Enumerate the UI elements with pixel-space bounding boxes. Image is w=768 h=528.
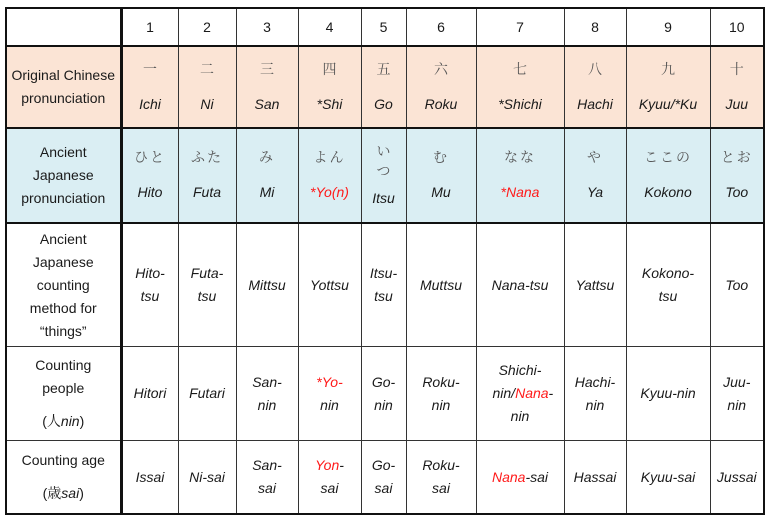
cell: Ni-sai xyxy=(178,441,236,515)
col-header: 6 xyxy=(406,8,476,46)
row-label: Original Chinese pronunciation xyxy=(6,46,121,128)
cell xyxy=(178,128,236,223)
row-original-chinese xyxy=(6,46,764,128)
cell: Juu-nin xyxy=(710,347,764,441)
cell-text: -sai xyxy=(320,457,344,496)
romaji: Mi xyxy=(259,184,275,200)
row-label xyxy=(6,441,121,515)
cell xyxy=(406,128,476,223)
cell: Hassai xyxy=(564,441,626,515)
row-label xyxy=(6,347,121,441)
cell: Futari xyxy=(178,347,236,441)
cell: Roku-nin xyxy=(406,347,476,441)
row-ancient-japanese xyxy=(6,128,764,223)
cell-text: -nin xyxy=(510,385,554,424)
cell-text: Shichi-nin/ xyxy=(492,362,542,401)
romaji: San xyxy=(254,95,280,112)
row-counting-age xyxy=(6,441,764,515)
cell: San-sai xyxy=(236,441,298,515)
romaji: Kokono xyxy=(644,184,692,200)
cell: Hachi-nin xyxy=(564,347,626,441)
header-row xyxy=(6,8,764,46)
cell xyxy=(476,441,564,515)
kana: み xyxy=(259,149,275,165)
row-sublabel: (歳sai) xyxy=(42,485,84,501)
row-counting-people xyxy=(6,347,764,441)
sublabel-romaji: nin xyxy=(60,413,80,429)
kanji: 一 xyxy=(143,60,157,77)
cell xyxy=(361,128,406,223)
kana: とお xyxy=(720,149,753,165)
col-header: 8 xyxy=(564,8,626,46)
cell: Mittsu xyxy=(236,223,298,347)
romaji: Go xyxy=(374,95,393,112)
romaji-highlighted: *Yo(n) xyxy=(310,184,349,200)
cell: Kokono-tsu xyxy=(626,223,710,347)
cell: Yattsu xyxy=(564,223,626,347)
kana: いつ xyxy=(376,143,393,179)
romaji: Too xyxy=(725,184,749,200)
cell: Issai xyxy=(121,441,178,515)
kanji: 五 xyxy=(376,60,391,77)
cell xyxy=(298,347,361,441)
romaji: Hito xyxy=(137,184,163,200)
sublabel-kanji: 歳 xyxy=(47,485,62,501)
romaji-highlighted: *Nana xyxy=(500,184,540,200)
romaji: Ichi xyxy=(139,95,161,112)
col-header: 3 xyxy=(236,8,298,46)
cell xyxy=(298,441,361,515)
romaji: Futa xyxy=(192,184,221,200)
cell xyxy=(626,46,710,128)
kana: なな xyxy=(504,149,536,165)
col-header: 7 xyxy=(476,8,564,46)
highlight-text: Nana xyxy=(515,385,549,401)
cell: Kyuu-nin xyxy=(626,347,710,441)
cell xyxy=(236,128,298,223)
col-header: 4 xyxy=(298,8,361,46)
cell xyxy=(298,46,361,128)
cell: Go-sai xyxy=(361,441,406,515)
cell xyxy=(476,347,564,441)
cell: Futa-tsu xyxy=(178,223,236,347)
cell-text: nin xyxy=(320,396,339,413)
cell: Too xyxy=(710,223,764,347)
cell: Hitori xyxy=(121,347,178,441)
cell: Jussai xyxy=(710,441,764,515)
cell xyxy=(121,128,178,223)
corner-cell xyxy=(6,8,121,46)
cell: San-nin xyxy=(236,347,298,441)
cell xyxy=(298,128,361,223)
romaji: Itsu xyxy=(372,190,395,206)
cell-text: -sai xyxy=(525,468,549,485)
cell: Itsu-tsu xyxy=(361,223,406,347)
row-label-text: Counting age xyxy=(21,452,105,468)
kanji: 四 xyxy=(322,60,337,77)
col-header: 9 xyxy=(626,8,710,46)
cell xyxy=(178,46,236,128)
romaji: Ya xyxy=(586,184,604,200)
kana: よん xyxy=(313,149,346,165)
highlight-text: *Yo- xyxy=(316,373,343,390)
cell xyxy=(710,128,764,223)
romaji: Mu xyxy=(431,184,451,200)
kana: ふた xyxy=(191,149,223,165)
romaji: *Shichi xyxy=(498,95,542,112)
row-label-text: Counting people xyxy=(35,357,92,396)
sublabel-romaji: sai xyxy=(61,485,80,501)
cell xyxy=(236,46,298,128)
cell xyxy=(626,128,710,223)
cell xyxy=(406,46,476,128)
kana: ここの xyxy=(644,149,692,165)
cell: Yottsu xyxy=(298,223,361,347)
japanese-counting-table xyxy=(5,7,765,515)
romaji: *Shi xyxy=(316,95,343,112)
cell xyxy=(710,46,764,128)
cell xyxy=(476,46,564,128)
romaji: Hachi xyxy=(577,95,613,112)
kanji: 二 xyxy=(200,60,214,77)
kanji: 六 xyxy=(434,60,448,77)
kanji: 十 xyxy=(729,60,744,77)
cell: Muttsu xyxy=(406,223,476,347)
sublabel-kanji: 人 xyxy=(46,413,61,429)
cell: Hito-tsu xyxy=(121,223,178,347)
kana: ひと xyxy=(134,149,166,165)
cell: Kyuu-sai xyxy=(626,441,710,515)
kanji: 七 xyxy=(513,60,527,77)
kanji: 九 xyxy=(661,60,675,77)
highlight-text: Nana xyxy=(491,468,526,485)
cell: Roku-sai xyxy=(406,441,476,515)
romaji: Ni xyxy=(200,95,214,112)
row-label: Ancient Japanese pronunciation xyxy=(6,128,121,223)
cell xyxy=(361,46,406,128)
kanji: 三 xyxy=(260,60,274,77)
cell xyxy=(121,46,178,128)
col-header: 5 xyxy=(361,8,406,46)
row-sublabel: (人nin) xyxy=(42,413,85,429)
romaji: Juu xyxy=(725,95,749,112)
col-header: 2 xyxy=(178,8,236,46)
row-counting-things xyxy=(6,223,764,347)
kana: や xyxy=(587,149,603,165)
kana: む xyxy=(433,149,449,165)
cell: Go-nin xyxy=(361,347,406,441)
kanji: 八 xyxy=(588,60,602,77)
row-label: Ancient Japanese counting method for “things” xyxy=(6,223,121,347)
romaji: Kyuu/*Ku xyxy=(638,95,698,112)
col-header: 1 xyxy=(121,8,178,46)
cell: Nana-tsu xyxy=(476,223,564,347)
cell xyxy=(564,128,626,223)
col-header: 10 xyxy=(710,8,764,46)
cell xyxy=(476,128,564,223)
romaji: Roku xyxy=(424,95,458,112)
highlight-text: Yon xyxy=(315,457,340,473)
cell xyxy=(564,46,626,128)
